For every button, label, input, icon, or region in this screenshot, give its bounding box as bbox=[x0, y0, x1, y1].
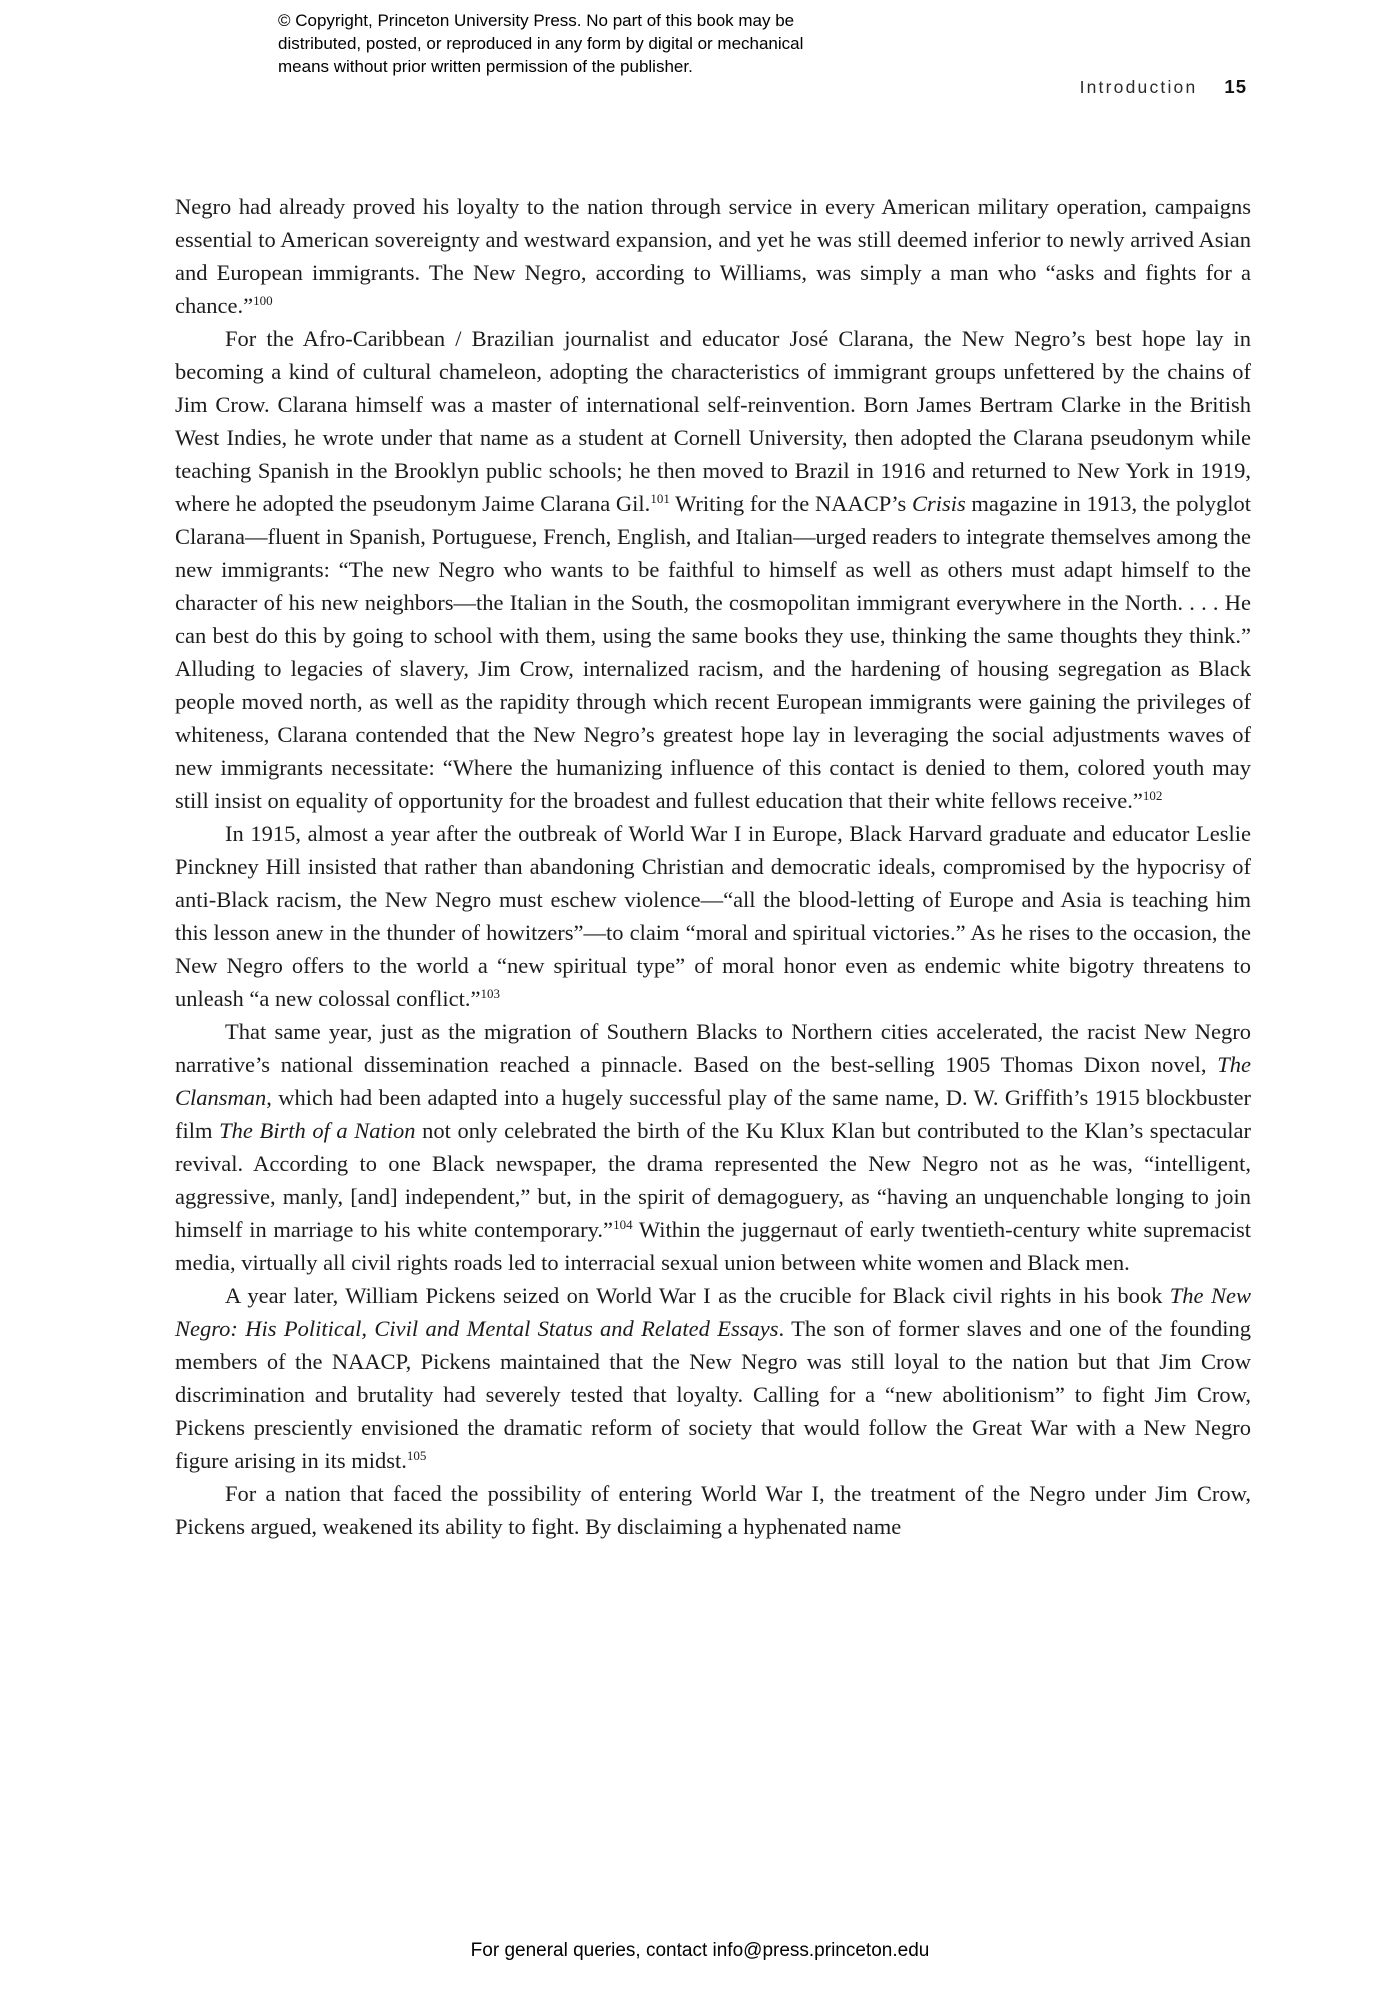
text-run: A year later, William Pickens seized on World War I as the crucible for Black civil rights in his book bbox=[225, 1283, 1170, 1308]
paragraph bbox=[175, 1279, 1251, 1477]
copyright-line: © Copyright, Princeton University Press. No part of this book may be bbox=[278, 11, 795, 30]
footnote-marker: 100 bbox=[253, 293, 273, 308]
page-footer bbox=[0, 1940, 1400, 1962]
text-run: In 1915, almost a year after the outbreak of World War I in Europe, Black Harvard graduate and educator Leslie Pinckney Hill insisted that rather than abandoning Christian and democratic ideals, compromised by the hypocrisy of anti-Black racism, the New Negro must eschew violence—“all the blood-letting of Europe and Asia is teaching him this lesson anew in the thunder of howitzers”—to claim “moral and spiritual victories.” As he rises to the occasion, the New Negro offers to the world a “new spiritual type” of moral honor even as endemic white bigotry threatens to unleash “a new colossal conflict.” bbox=[175, 821, 1251, 1011]
copyright-line: means without prior written permission of the publisher. bbox=[278, 57, 693, 76]
body-text bbox=[175, 190, 1251, 1543]
footnote-marker: 104 bbox=[613, 1217, 633, 1232]
text-run: . The son of former slaves and one of the founding members of the NAACP, Pickens maintained that the New Negro was still loyal to the nation but that Jim Crow discrimination and brutality had severely tested that loyalty. Calling for a “new abolitionism” to fight Jim Crow, Pickens presciently envisioned the dramatic reform of society that would follow the Great War with a New Negro figure arising in its midst. bbox=[175, 1316, 1251, 1473]
paragraph bbox=[175, 817, 1251, 1015]
footnote-marker: 102 bbox=[1142, 788, 1163, 803]
text-run: , which had been adapted into a hugely successful play of the same name, D. W. Griffith’s 1915 blockbuster film bbox=[175, 1085, 1251, 1143]
text-run: That same year, just as the migration of Southern Blacks to Northern cities accelerated, the racist New Negro narrative’s national dissemination reached a pinnacle. Based on the best-selling 1905 Thomas Dixon novel, bbox=[175, 1019, 1251, 1077]
page-number: 15 bbox=[1224, 76, 1247, 97]
text-run: Within the juggernaut of early twentieth-century white supremacist media, virtually all civil rights roads led to interracial sexual union between white women and Black men. bbox=[175, 1217, 1251, 1275]
text-run: For a nation that faced the possibility of entering World War I, the treatment of the Negro under Jim Crow, Pickens argued, weakened its ability to fight. By disclaiming a hyphenated name bbox=[175, 1481, 1251, 1539]
running-head bbox=[1080, 76, 1247, 98]
footnote-marker: 103 bbox=[480, 986, 501, 1001]
copyright-notice bbox=[278, 9, 878, 78]
paragraph bbox=[175, 1477, 1251, 1543]
italic-title: The Clansman bbox=[175, 1052, 1251, 1110]
italic-title: The Birth of a Nation bbox=[219, 1118, 416, 1143]
running-head-chapter: Introduction bbox=[1079, 77, 1198, 97]
text-run: For the Afro-Caribbean / Brazilian journalist and educator José Clarana, the New Negro’s best hope lay in becoming a kind of cultural chameleon, adopting the characteristics of immigrant groups unfettered by the chains of Jim Crow. Clarana himself was a master of international self-reinvention. Born James Bertram Clarke in the British West Indies, he wrote under that name as a student at Cornell University, then adopted the Clarana pseudonym while teaching Spanish in the Brooklyn public schools; he then moved to Brazil in 1916 and returned to New York in 1919, where he adopted the pseudonym Jaime Clarana Gil. bbox=[175, 326, 1251, 516]
text-run: not only celebrated the birth of the Ku Klux Klan but contributed to the Klan’s spectacular revival. According to one Black newspaper, the drama represented the New Negro not as he was, “intelligent, aggressive, manly, [and] independent,” but, in the spirit of demagoguery, as “having an unquenchable longing to join himself in marriage to his white contemporary.” bbox=[175, 1118, 1251, 1242]
paragraph bbox=[175, 190, 1251, 322]
paragraph bbox=[175, 322, 1251, 817]
text-run: Writing for the NAACP’s bbox=[669, 491, 912, 516]
italic-title: The New Negro: His Political, Civil and Mental Status and Related Essays bbox=[175, 1283, 1251, 1341]
footer-contact-text: For general queries, contact info@press.princeton.edu bbox=[470, 1940, 930, 1961]
footnote-marker: 101 bbox=[650, 491, 670, 506]
copyright-line: distributed, posted, or reproduced in any form by digital or mechanical bbox=[278, 34, 804, 53]
text-run: magazine in 1913, the polyglot Clarana—fluent in Spanish, Portuguese, French, English, and Italian—urged readers to integrate themselves among the new immigrants: “The new Negro who wants to be faithful to himself as well as others must adapt himself to the character of his new neighbors—the Italian in the South, the cosmopolitan immigrant everywhere in the North. . . . He can best do this by going to school with them, using the same books they use, thinking the same thoughts they think.” Alluding to legacies of slavery, Jim Crow, internalized racism, and the hardening of housing segregation as Black people moved north, as well as the rapidity through which recent European immigrants were gaining the privileges of whiteness, Clarana contended that the New Negro’s greatest hope lay in leveraging the social adjustments waves of new immigrants necessitate: “Where the humanizing influence of this contact is denied to them, colored youth may still insist on equality of opportunity for the broadest and fullest education that their white fellows receive.” bbox=[175, 491, 1251, 813]
footnote-marker: 105 bbox=[406, 1448, 427, 1463]
paragraph bbox=[175, 1015, 1251, 1279]
italic-title: Crisis bbox=[911, 491, 966, 516]
text-run: Negro had already proved his loyalty to the nation through service in every American military operation, campaigns essential to American sovereignty and westward expansion, and yet he was still deemed inferior to newly arrived Asian and European immigrants. The New Negro, according to Williams, was simply a man who “asks and fights for a chance.” bbox=[175, 194, 1251, 318]
